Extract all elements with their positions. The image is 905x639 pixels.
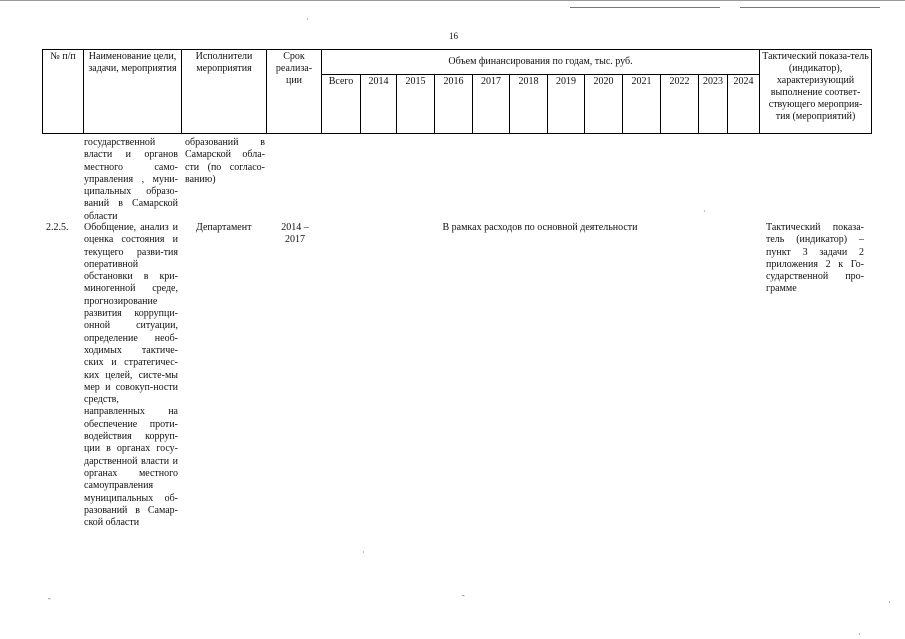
scan-speck: ·	[858, 630, 861, 639]
header-num: № п/п	[43, 50, 84, 134]
header-year: 2022	[661, 75, 699, 134]
header-year: 2016	[435, 75, 473, 134]
scan-speck: -	[462, 591, 465, 600]
scan-artifact-line	[570, 7, 720, 8]
scan-artifact-line	[740, 7, 880, 8]
row-number: 2.2.5.	[46, 222, 69, 233]
scan-speck: ·	[306, 15, 309, 24]
row-term: 2014 – 2017	[281, 222, 309, 246]
scan-speck: ·	[888, 598, 891, 607]
row-executor: Департамент	[196, 222, 252, 233]
header-total: Всего	[322, 75, 361, 134]
header-funding: Объем финансирования по годам, тыс. руб.	[322, 50, 760, 75]
page-number: 16	[449, 31, 458, 41]
scan-artifact-line	[0, 0, 905, 1]
header-year: 2015	[397, 75, 435, 134]
row-indicator: Тактический показа-тель (индикатор) – пункт 3 задачи 2 приложения 2 к Го-сударственной про-грамме	[766, 222, 864, 295]
table-header	[42, 49, 872, 134]
scan-speck: ·	[703, 207, 706, 216]
header-name: Наименование цели, задачи, мероприятия	[84, 50, 182, 134]
row-name: Обобщение, анализ и оценка состояния и текущего разви-тия оперативной обстановки в кри-миногенной среде, прогнозирование развития коррупци-онной ситуации, определение необ-ходимых тактиче-ских и стратегичес-ких целей, систе-мы мер и совокуп-ности средств, направленных на обеспечение проти-водействия корруп-ции в органах госу-дарственной власти и органах местного самоуправления муниципальных об-разований в Самар-ской области	[84, 222, 178, 529]
header-executors: Исполнители мероприятия	[182, 50, 267, 134]
header-year: 2020	[585, 75, 623, 134]
header-term: Срок реализа-ции	[267, 50, 322, 134]
header-indicator: Тактический показа-тель (индикатор), характеризующий выполнение соответ-ствующего мероприя-тия (мероприятий)	[760, 50, 872, 134]
header-year: 2014	[361, 75, 397, 134]
scan-speck: -	[48, 594, 51, 603]
row-funding: В рамках расходов по основной деятельности	[442, 222, 638, 233]
header-year: 2021	[623, 75, 661, 134]
continuation-executors: образований в Самарской обла-сти (по согласо-ванию)	[185, 137, 265, 185]
header-year: 2024	[728, 75, 760, 134]
header-year: 2018	[510, 75, 548, 134]
continuation-name: государственной власти и органов местного само-управления , муни-ципальных образо-ваний в Самарской области	[84, 137, 178, 222]
header-year: 2017	[473, 75, 510, 134]
header-year: 2019	[548, 75, 585, 134]
header-year: 2023	[699, 75, 728, 134]
scan-speck: ·	[362, 548, 365, 557]
